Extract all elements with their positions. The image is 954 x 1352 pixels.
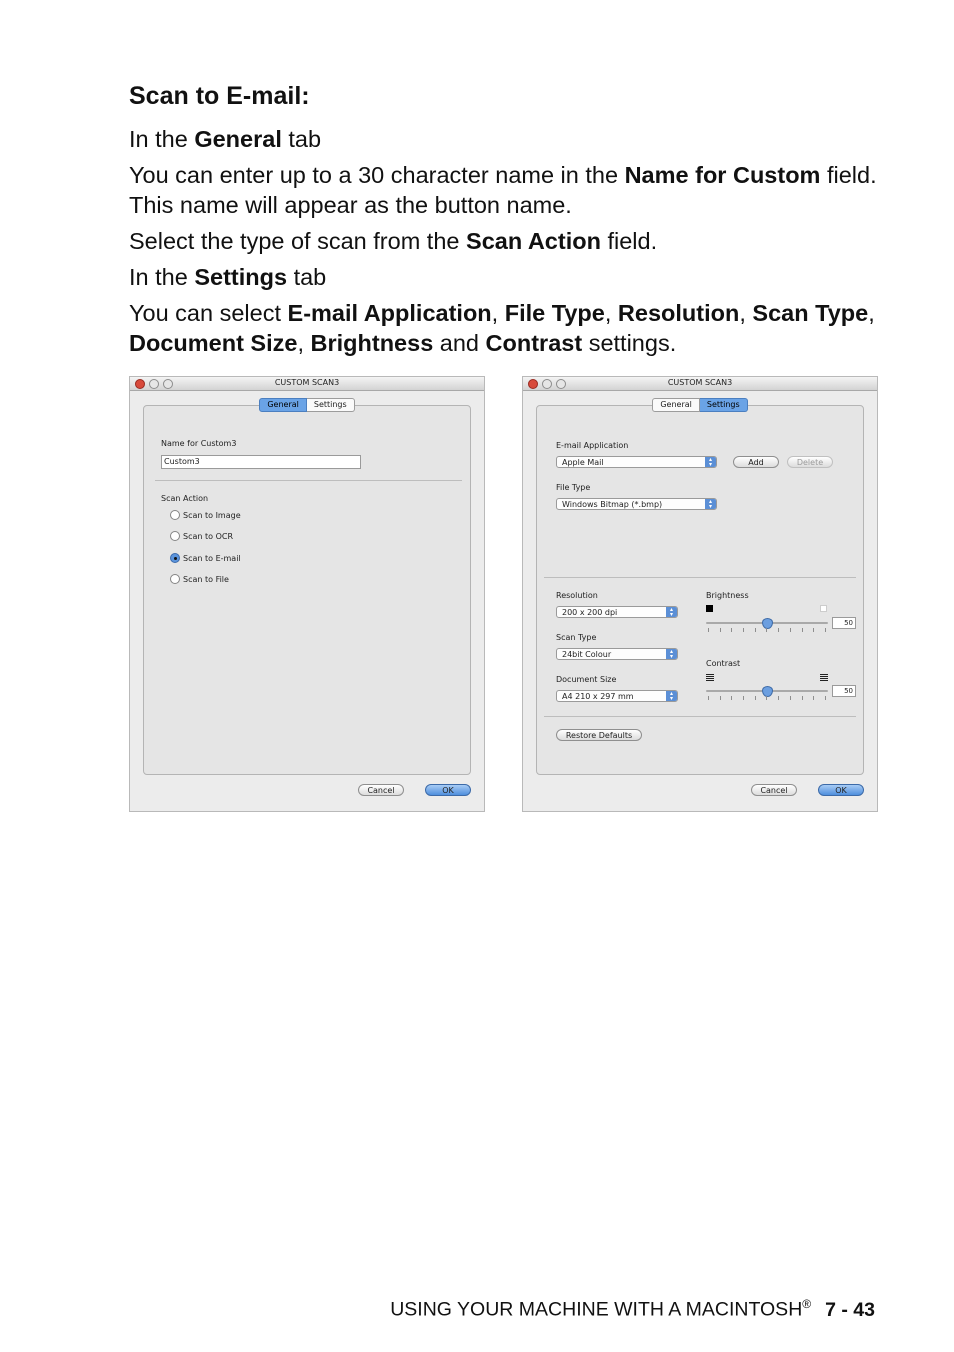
file-type-label: File Type	[556, 483, 591, 492]
brightness-ticks	[708, 628, 826, 632]
radio-button[interactable]	[170, 531, 180, 541]
tab-bar	[130, 398, 484, 411]
cancel-button[interactable]: Cancel	[751, 784, 797, 796]
restore-defaults-button[interactable]: Restore Defaults	[556, 729, 642, 741]
tab-panel	[143, 405, 471, 775]
ok-button[interactable]: OK	[425, 784, 471, 796]
radio-button[interactable]	[170, 510, 180, 520]
divider	[544, 577, 856, 578]
paragraph-settings-tab: In the Settings tab	[129, 264, 327, 290]
tab-settings[interactable]: Settings	[700, 398, 748, 412]
paragraph-settings-list: You can select E-mail Application, File Type, Resolution, Scan Type, Document Size, Brightness and Contrast settings.	[129, 300, 875, 356]
email-application-popup[interactable]: Apple Mail ▴ ▾	[556, 456, 717, 468]
email-application-label: E-mail Application	[556, 441, 629, 450]
divider	[155, 480, 462, 481]
window-title: CUSTOM SCAN3	[667, 378, 733, 387]
resolution-label: Resolution	[556, 591, 598, 600]
add-button[interactable]: Add	[733, 456, 779, 468]
high-contrast-icon	[820, 674, 828, 682]
registered-mark: ®	[802, 1297, 812, 1311]
delete-button: Delete	[787, 456, 833, 468]
popup-arrows-icon: ▴ ▾	[705, 499, 716, 509]
brightness-label: Brightness	[706, 591, 749, 600]
tab-general[interactable]: General	[259, 398, 307, 412]
page-number: 7 - 43	[825, 1298, 875, 1321]
brightness-value-field[interactable]: 50	[832, 617, 856, 629]
paragraph-general-tab: In the General tab	[129, 126, 322, 152]
popup-arrows-icon: ▴ ▾	[705, 457, 716, 467]
contrast-ticks	[708, 696, 826, 700]
radio-scan-to-file[interactable]: Scan to File	[170, 574, 229, 584]
radio-scan-to-ocr[interactable]: Scan to OCR	[170, 531, 233, 541]
popup-arrows-icon: ▴ ▾	[666, 691, 677, 701]
low-contrast-icon	[706, 674, 714, 682]
popup-arrows-icon: ▴ ▾	[666, 649, 677, 659]
contrast-label: Contrast	[706, 659, 741, 668]
file-type-popup[interactable]: Windows Bitmap (*.bmp) ▴ ▾	[556, 498, 717, 510]
light-swatch-icon	[820, 605, 827, 612]
document-size-label: Document Size	[556, 675, 617, 684]
footer-text: USING YOUR MACHINE WITH A MACINTOSH	[390, 1298, 803, 1321]
window-titlebar	[523, 377, 877, 391]
cancel-button[interactable]: Cancel	[358, 784, 404, 796]
tab-panel	[536, 405, 864, 775]
paragraph-scan-action: Select the type of scan from the Scan Action field.	[129, 228, 658, 254]
resolution-popup[interactable]: 200 x 200 dpi ▴ ▾	[556, 606, 678, 618]
scan-type-label: Scan Type	[556, 633, 597, 642]
section-heading: Scan to E-mail:	[129, 82, 310, 110]
paragraph-name-for-custom: You can enter up to a 30 character name in the Name for Custom field. This name will appear as the button name.	[129, 162, 877, 218]
radio-scan-to-image[interactable]: Scan to Image	[170, 510, 241, 520]
divider	[544, 716, 856, 717]
tab-settings[interactable]: Settings	[307, 398, 355, 412]
ok-button[interactable]: OK	[818, 784, 864, 796]
name-field[interactable]: Custom3	[161, 455, 361, 469]
popup-arrows-icon: ▴ ▾	[666, 607, 677, 617]
radio-button[interactable]	[170, 574, 180, 584]
window-titlebar	[130, 377, 484, 391]
radio-button-selected[interactable]	[170, 553, 180, 563]
tab-bar	[523, 398, 877, 411]
document-size-popup[interactable]: A4 210 x 297 mm ▴ ▾	[556, 690, 678, 702]
page-footer	[390, 1297, 875, 1322]
name-label: Name for Custom3	[161, 439, 237, 448]
general-tab-window	[129, 376, 485, 812]
tab-general[interactable]: General	[652, 398, 700, 412]
radio-scan-to-email[interactable]: Scan to E-mail	[170, 553, 241, 563]
contrast-value-field[interactable]: 50	[832, 685, 856, 697]
window-title: CUSTOM SCAN3	[274, 378, 340, 387]
settings-tab-window	[522, 376, 878, 812]
scan-type-popup[interactable]: 24bit Colour ▴ ▾	[556, 648, 678, 660]
dark-swatch-icon	[706, 605, 713, 612]
scan-action-label: Scan Action	[161, 494, 209, 503]
